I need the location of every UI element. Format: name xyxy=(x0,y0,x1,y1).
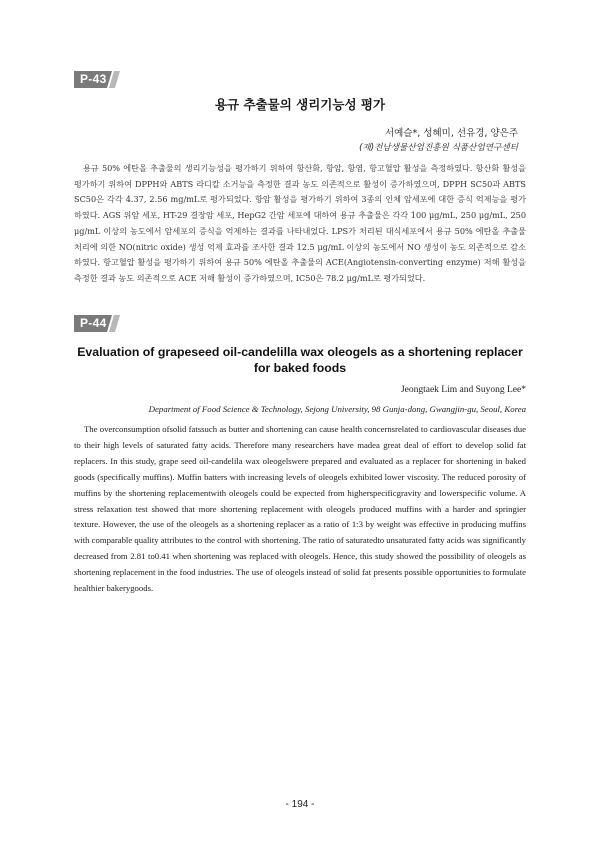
badge-label: P-43 xyxy=(80,72,107,86)
page-number: - 194 - xyxy=(285,799,315,810)
badge-label: P-44 xyxy=(80,316,107,330)
abstract-title-p43: 용규 추출물의 생리기능성 평가 xyxy=(214,97,386,112)
affiliation-p44: Department of Food Science & Technology, Sejong University, 98 Gunja-dong, Gwangjin-gu, Seoul, Korea xyxy=(148,404,526,414)
section-badge-p43 xyxy=(74,71,120,88)
abstract-body-p44: The overconsumption ofsolid fatssuch as butter and shortening can cause health concernsrelated to cardiovascular diseases due to their high levels of saturated fatty acids. Therefore many researchers have madea great deal of effort to develop solid fat replacers. In this study, grape seed oil-candelila wax oleogelswere prepared and evaluated as a replacer for shortening in baked goods (specifically muffins). Muffin batters with increasing levels of oleogels exhibited lower viscosity. The reduced porosity of muffins by the shortening replacementwith oleogels could be expected from higherspecificgravity and lowerspecific volume. A stress relaxation test showed that more shortening replacement with oleogels produced muffins with a harder and springier texture. However, the use of the oleogels as a shortening replacer as a ratio of 1:3 by weight was effective in producing muffins with comparable quality attributes to the control with shortening. The ratio of saturatedto unsaturated fatty acids was significantly decreased from 2.81 to0.41 when shortening was replaced with oleogels. Hence, this study showed the possibility of oleogels as shortening replacement in the food industries. The use of oleogels instead of solid fat presents possible opportunities to formulate healthier bakerygoods. xyxy=(74,424,526,594)
abstract-body-p43: 용규 50% 에탄올 추출물의 생리기능성을 평가하기 위하여 항산화, 항암, 항염, 항고혈압 활성을 측정하였다. 항산화 활성을 평가하기 위하여 DPPH와 ABTS 라디칼 소거능을 측정한 결과 농도 의존적으로 활성이 증가하였으며, DPPH SC50과 ABTS SC50은 각각 4.37, 2.56 mg/mL로 평가되었다. 항암 활성을 평가하기 위하여 3종의 인체 암세포에 대한 증식 억제능을 평가하였다. AGS 위암 세포, HT-29 결장암 세포, HepG2 간암 세포에 대하여 용규 추출물은 각각 100 μg/mL, 250 μg/mL, 250 μg/mL 이상의 농도에서 암세포의 증식을 억제하는 결과를 나타내었다. LPS가 처리된 대식세포에서 용규 50% 에탄올 추출물 처리에 의한 NO(nitric oxide) 생성 억제 효과를 조사한 결과 12.5 μg/mL 이상의 농도에서 NO 생성이 농도 의존적으로 감소하였다. 항고혈압 활성을 평가하기 위하여 용규 50% 에탄올 추출물의 ACE(Angiotensin-converting enzyme) 저해 활성을 측정한 결과 농도 의존적으로 ACE 저해 활성이 증가하였으며, IC50은 78.2 μg/mL로 평가되었다. xyxy=(74,163,526,283)
section-badge-p44 xyxy=(74,315,120,332)
affiliation-p43: (재)전남생물산업진흥원 식품산업연구센터 xyxy=(359,143,518,153)
abstract-title-p44: Evaluation of grapeseed oil-candelilla wax oleogels as a shortening replacer for baked foods xyxy=(77,345,523,375)
authors-p43: 서예슬*, 성혜미, 선유경, 양은주 xyxy=(385,128,518,139)
authors-p44: Jeongtaek Lim and Suyong Lee* xyxy=(400,385,526,395)
